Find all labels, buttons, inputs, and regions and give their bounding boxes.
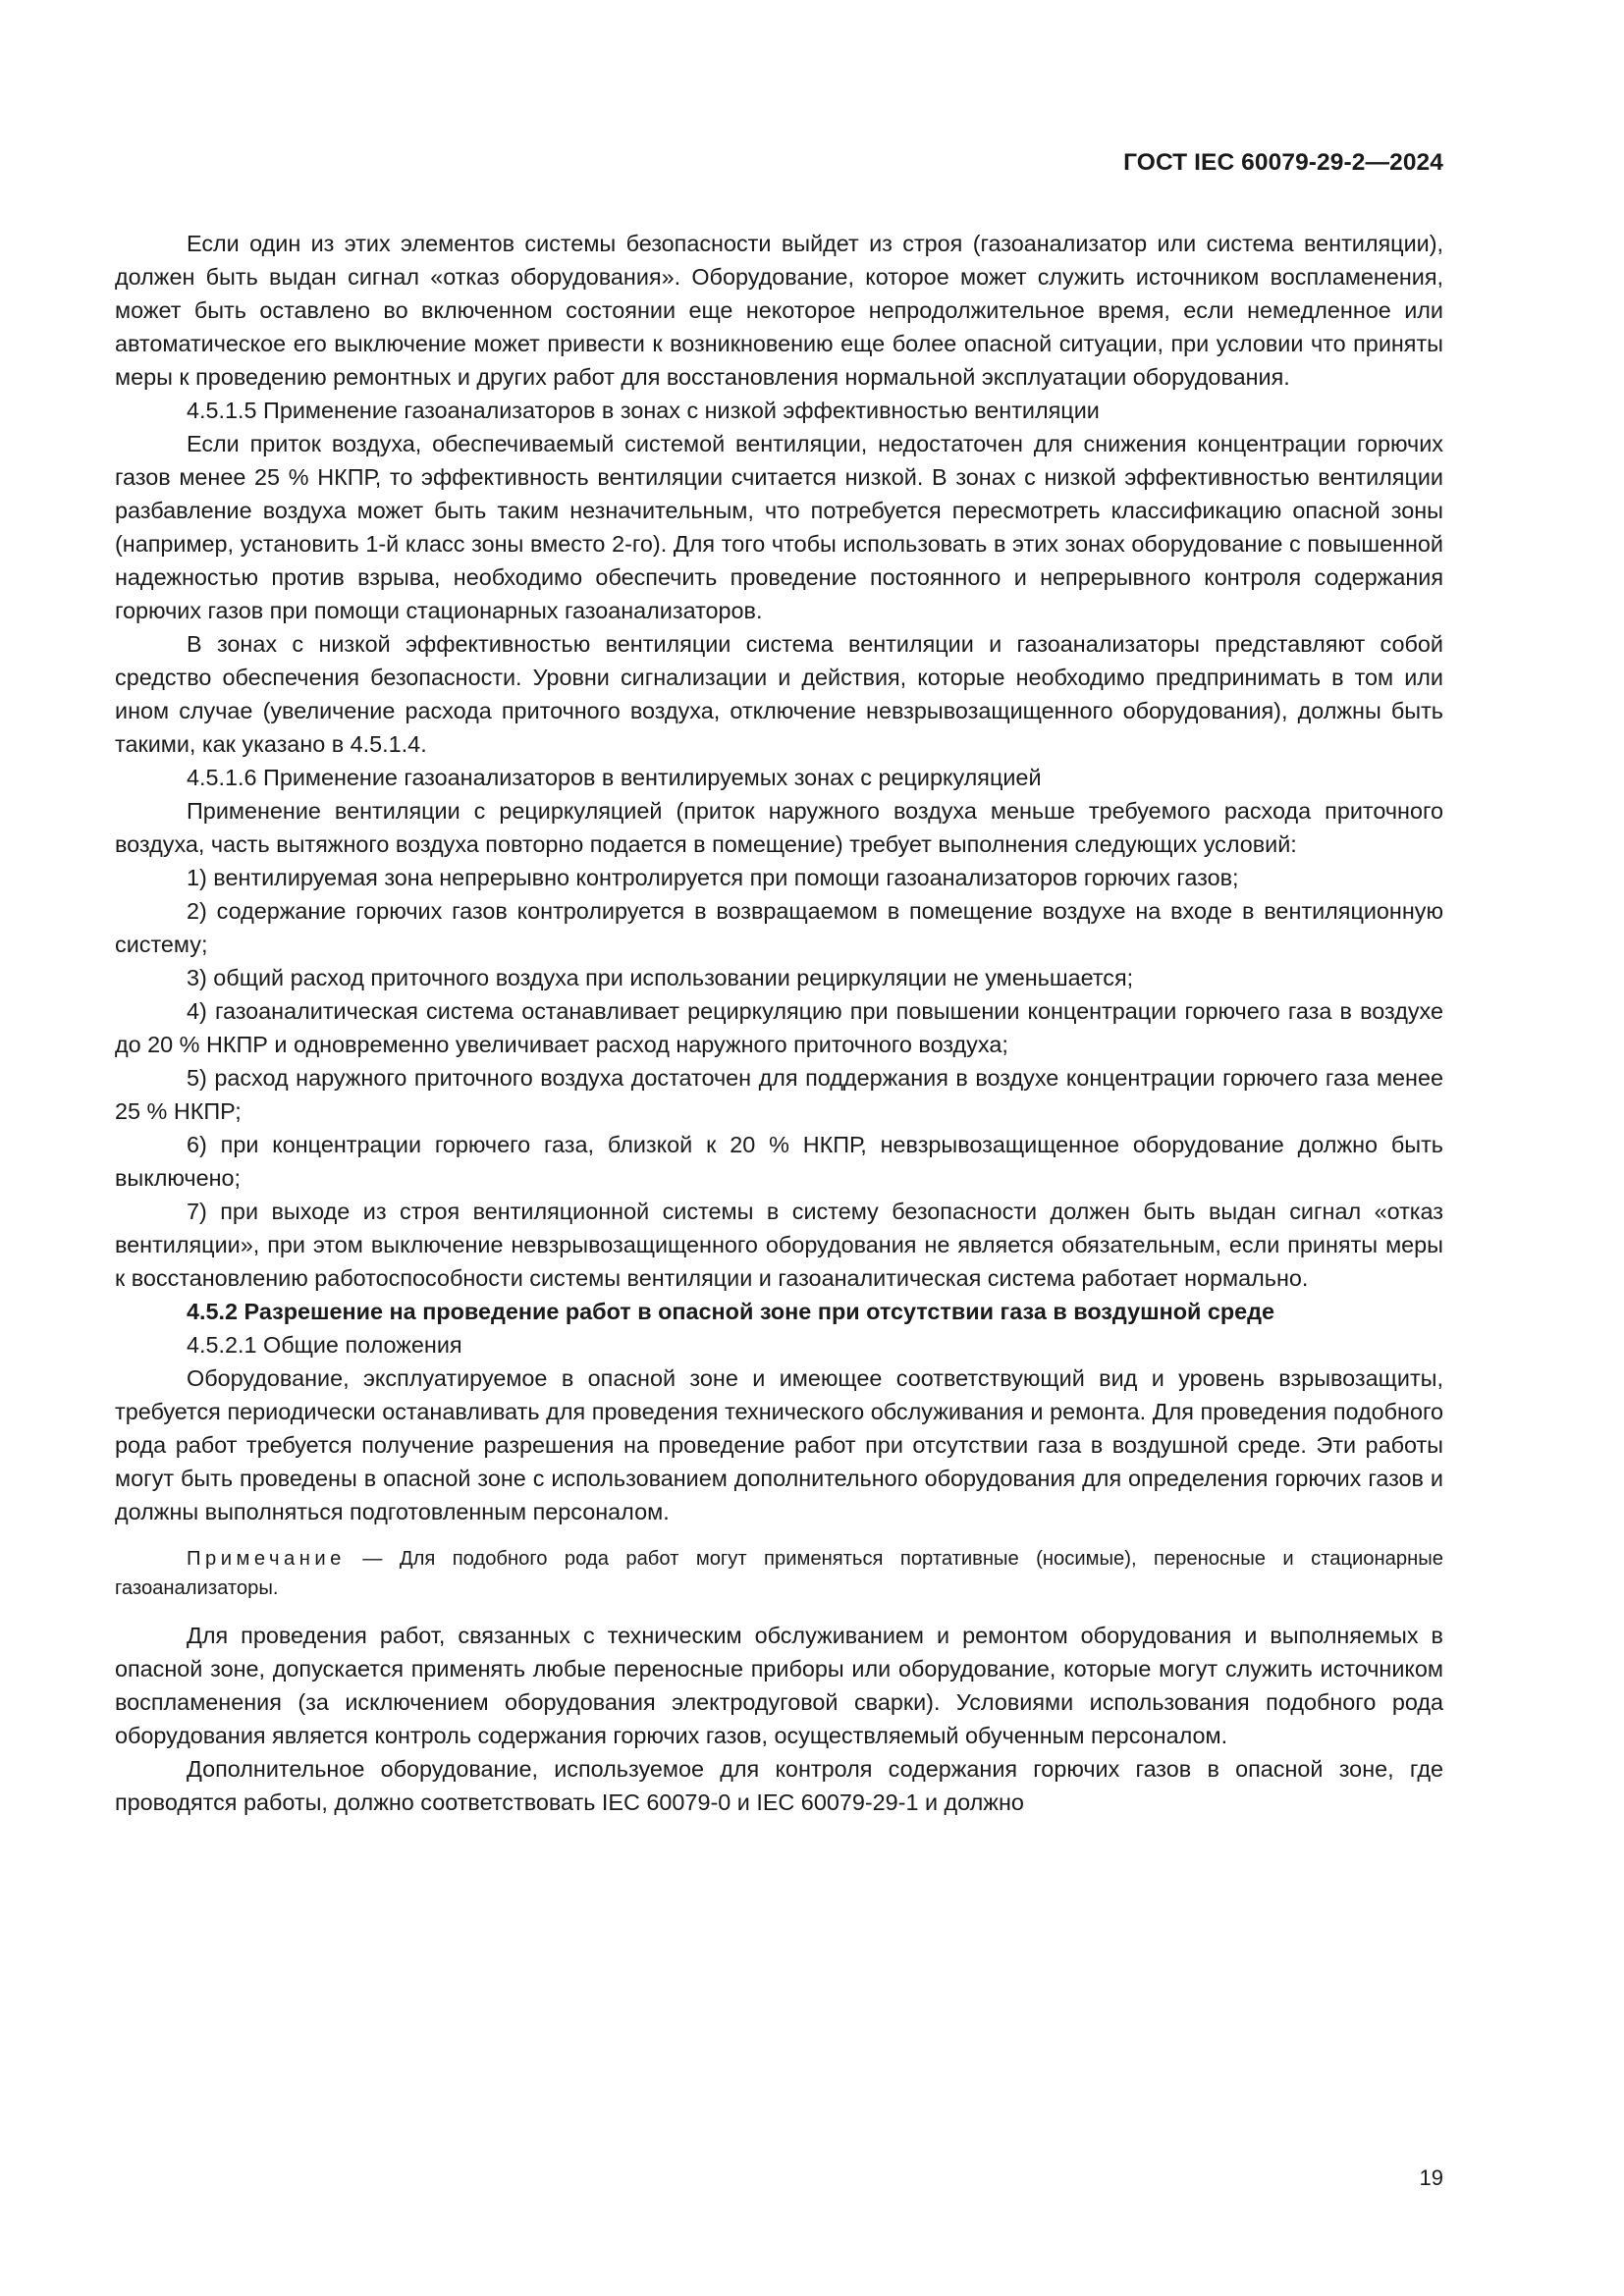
subsection-heading: 4.5.2.1 Общие положения (187, 1332, 462, 1358)
paragraph: Оборудование, эксплуатируемое в опасной зоне и имеющее соответствующий вид и уровень взрывозащиты, требуется периодически останавливать для проведения технического обслуживания и ремонта. Для проведения подобного рода работ требуется получение разрешения на проведение работ при отсутствии газа в воздушной среде. Эти работы могут быть проведены в опасной зоне с использованием дополнительного оборудования для определения горючих газов и должны выполняться подготовленным персоналом. (115, 1365, 1443, 1524)
list-item: 6) при концентрации горючего газа, близкой к 20 % НКПР, невзрывозащищенное оборудование должно быть выключено; (115, 1132, 1443, 1191)
paragraph: Дополнительное оборудование, используемое для контроля содержания горючих газов в опасной зоне, где проводятся работы, должно соответствовать IEC 60079-0 и IEC 60079-29-1 и должно (115, 1756, 1443, 1815)
list-item: 1) вентилируемая зона непрерывно контролируется при помощи газоанализаторов горючих газов; (187, 865, 1239, 890)
list-item: 2) содержание горючих газов контролируется в возвращаемом в помещение воздухе на входе в вентиляционную систему; (115, 898, 1443, 957)
note (115, 1544, 1443, 1603)
paragraph: Для проведения работ, связанных с техническим обслуживанием и ремонтом оборудования и выполняемых в опасной зоне, допускается применять любые переносные приборы или оборудование, которые могут служить источником воспламенения (за исключением оборудования электродуговой сварки). Условиями использования подобного рода оборудования является контроль содержания горючих газов, осуществляемый обученным персоналом. (115, 1623, 1443, 1748)
paragraph: Применение вентиляции с рециркуляцией (приток наружного воздуха меньше требуемого расхода приточного воздуха, часть вытяжного воздуха повторно подается в помещение) требует выполнения следующих условий: (115, 798, 1443, 857)
subsection-heading: 4.5.1.5 Применение газоанализаторов в зонах с низкой эффективностью вентиляции (187, 398, 1100, 423)
list-item: 3) общий расход приточного воздуха при использовании рециркуляции не уменьшается; (187, 965, 1134, 990)
list-item: 4) газоаналитическая система останавливает рециркуляцию при повышении концентрации горючего газа в воздухе до 20 % НКПР и одновременно увеличивает расход наружного приточного воздуха; (115, 998, 1443, 1057)
paragraph: В зонах с низкой эффективностью вентиляции система вентиляции и газоанализаторы представляют собой средство обеспечения безопасности. Уровни сигнализации и действия, которые необходимо предпринимать в том или ином случае (увеличение расхода приточного воздуха, отключение невзрывозащищенного оборудования), должны быть такими, как указано в 4.5.1.4. (115, 631, 1443, 757)
list-item: 7) при выходе из строя вентиляционной системы в систему безопасности должен быть выдан сигнал «отказ вентиляции», при этом выключение невзрывозащищенного оборудования не является обязательным, если приняты меры к восстановлению работоспособности системы вентиляции и газоаналитическая система работает нормально. (115, 1199, 1443, 1291)
paragraphs-after-note (115, 1619, 1443, 1819)
section-heading: 4.5.2 Разрешение на проведение работ в опасной зоне при отсутствии газа в воздушной среде (187, 1299, 1275, 1324)
document-header-id: ГОСТ IEC 60079-29-2—2024 (1123, 149, 1443, 176)
paragraph: Если один из этих элементов системы безопасности выйдет из строя (газоанализатор или система вентиляции), должен быть выдан сигнал «отказ оборудования». Оборудование, которое может служить источником воспламенения, может быть оставлено во включенном состоянии еще некоторое непродолжительное время, если немедленное или автоматическое его выключение может привести к возникновению еще более опасной ситуации, при условии что приняты меры к проведению ремонтных и других работ для восстановления нормальной эксплуатации оборудования. (115, 231, 1443, 390)
page-body (115, 227, 1443, 1819)
paragraphs-before-note (115, 227, 1443, 1528)
list-item: 5) расход наружного приточного воздуха достаточен для поддержания в воздухе концентрации горючего газа менее 25 % НКПР; (115, 1065, 1443, 1124)
note-dash: — (362, 1548, 383, 1570)
paragraph: Если приток воздуха, обеспечиваемый системой вентиляции, недостаточен для снижения концентрации горючих газов менее 25 % НКПР, то эффективность вентиляции считается низкой. В зонах с низкой эффективностью вентиляции разбавление воздуха может быть таким незначительным, что потребуется пересмотреть классификацию опасной зоны (например, установить 1-й класс зоны вместо 2-го). Для того чтобы использовать в этих зонах оборудование с повышенной надежностью против взрыва, необходимо обеспечить проведение постоянного и непрерывного контроля содержания горючих газов при помощи стационарных газоанализаторов. (115, 431, 1443, 623)
subsection-heading: 4.5.1.6 Применение газоанализаторов в вентилируемых зонах с рециркуляцией (187, 765, 1042, 790)
note-text: Для подобного рода работ могут применяться портативные (носимые), переносные и стационарные газоанализаторы. (115, 1548, 1443, 1599)
note-label: Примечание (187, 1548, 346, 1570)
page-number: 19 (1419, 2165, 1443, 2190)
